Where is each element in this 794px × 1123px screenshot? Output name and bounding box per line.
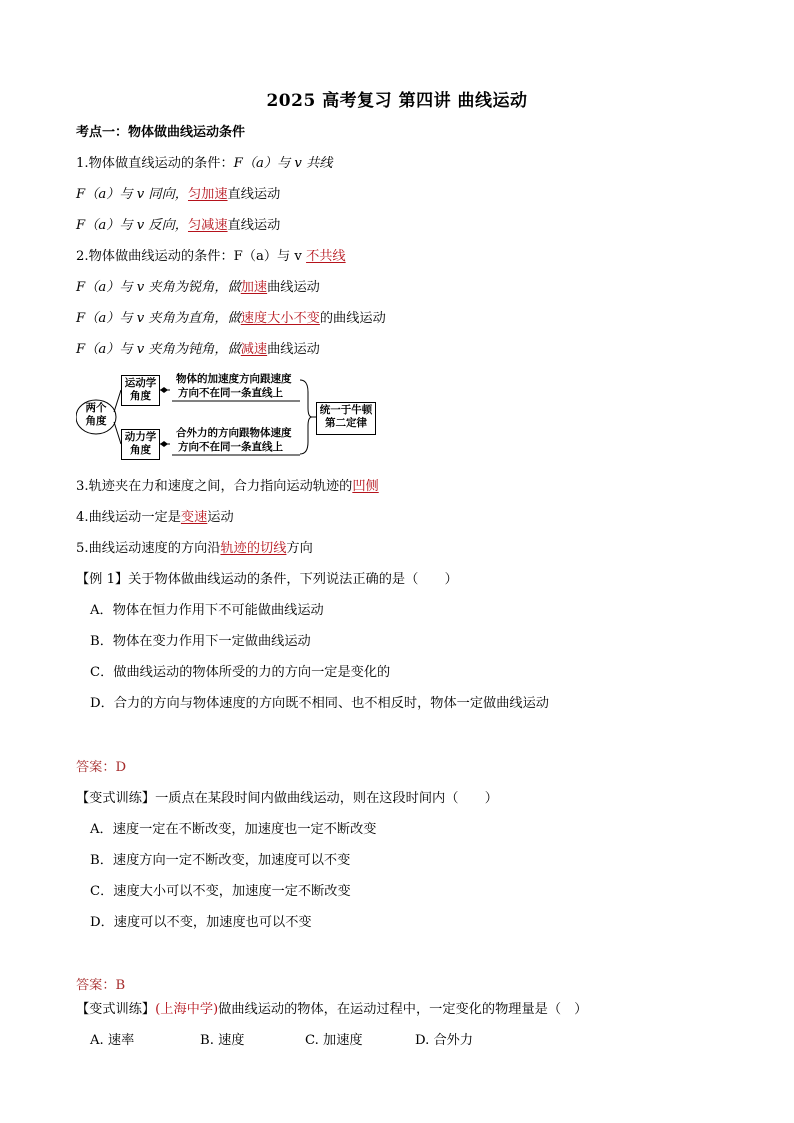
- diagram-kinematics-box: 运动学角度: [121, 375, 160, 406]
- condition-line-7-tail: 曲线运动: [267, 342, 320, 357]
- point-5-text: 5.曲线运动速度的方向沿: [76, 541, 221, 556]
- condition-line-7-text: F（a）与 v 夹角为钝角，做: [76, 342, 241, 357]
- condition-line-3-answer: 匀减速: [187, 218, 228, 233]
- condition-line-7: [76, 341, 320, 359]
- condition-line-4-text: 2.物体做曲线运动的条件：F（a）与 v: [76, 249, 307, 264]
- variant-2-source: (上海中学): [155, 1002, 219, 1017]
- point-4-text: 4.曲线运动一定是: [76, 510, 181, 525]
- condition-line-4-answer: 不共线: [306, 249, 346, 264]
- variant-1-option-a: A．速度一定在不断改变，加速度也一定不断改变: [90, 822, 377, 837]
- condition-line-5-tail: 曲线运动: [267, 280, 320, 295]
- variant-2-option-d: D. 合外力: [415, 1033, 474, 1048]
- diagram-bottom-text-2: 方向不在同一条直线上: [178, 441, 283, 453]
- variant-1-option-c: C．速度大小可以不变，加速度一定不断改变: [90, 884, 351, 899]
- variant-2-option-b: B. 速度: [200, 1033, 245, 1048]
- concept-diagram: [76, 372, 386, 464]
- diagram-top-text-1: 物体的加速度方向跟速度: [176, 373, 292, 385]
- condition-line-2-text: F（a）与 v 同向，: [76, 187, 188, 202]
- point-5-answer: 轨迹的切线: [220, 541, 287, 556]
- variant-1-option-d: D．速度可以不变，加速度也可以不变: [90, 915, 312, 930]
- variant-2-option-a: A. 速率: [90, 1033, 135, 1048]
- condition-line-3-tail: 直线运动: [227, 218, 281, 233]
- point-5-tail: 方向: [286, 541, 313, 556]
- section-heading: 考点一：物体做曲线运动条件: [76, 125, 246, 140]
- variant-1-stem: 【变式训练】一质点在某段时间内做曲线运动，则在这段时间内（ ）: [76, 791, 498, 806]
- condition-line-6-tail: 的曲线运动: [319, 311, 386, 326]
- condition-line-6-text: F（a）与 v 夹角为直角，做: [76, 311, 241, 326]
- condition-line-2-tail: 直线运动: [227, 187, 281, 202]
- condition-line-7-answer: 减速: [240, 342, 268, 357]
- variant-2-option-c: C. 加速度: [305, 1033, 363, 1048]
- diagram-bottom-text-1: 合外力的方向跟物体速度: [176, 427, 292, 439]
- example-1-option-b: B．物体在变力作用下一定做曲线运动: [90, 634, 311, 649]
- diagram-top-text-2: 方向不在同一条直线上: [178, 387, 283, 399]
- variant-1-answer: 答案：B: [76, 978, 126, 993]
- diagram-left-label: 两个角度: [85, 402, 107, 427]
- point-5: [76, 540, 313, 558]
- variant-2-question: 做曲线运动的物体，在运动过程中，一定变化的物理量是（ ）: [218, 1002, 588, 1017]
- condition-line-1: [76, 155, 332, 173]
- diagram-dynamics-box: 动力学角度: [121, 429, 160, 460]
- example-1-option-a: A．物体在恒力作用下不可能做曲线运动: [90, 603, 324, 618]
- variant-2-stem: [76, 1001, 587, 1019]
- condition-line-4: [76, 248, 346, 266]
- condition-line-3: [76, 217, 280, 235]
- condition-line-2: [76, 186, 280, 204]
- variant-2-label: 【变式训练】: [76, 1002, 156, 1017]
- point-4-answer: 变速: [180, 510, 208, 525]
- example-1-option-c: C．做曲线运动的物体所受的力的方向一定是变化的: [90, 665, 391, 680]
- example-1-stem: 【例 1】关于物体做曲线运动的条件，下列说法正确的是（ ）: [76, 572, 458, 587]
- point-3: [76, 478, 379, 496]
- point-3-answer: 凹侧: [352, 479, 379, 494]
- condition-line-5: [76, 279, 320, 297]
- condition-line-5-text: F（a）与 v 夹角为锐角，做: [76, 280, 241, 295]
- condition-line-6: [76, 310, 386, 328]
- condition-line-1-text: 1.物体做直线运动的条件：: [76, 156, 234, 171]
- condition-line-1-var: F（a）与 v 共线: [233, 156, 333, 171]
- condition-line-6-answer: 速度大小不变: [240, 311, 320, 326]
- example-1-answer: 答案：D: [76, 760, 127, 775]
- page-title: 2025 高考复习 第四讲 曲线运动: [266, 91, 528, 111]
- point-4: [76, 509, 234, 527]
- condition-line-5-answer: 加速: [240, 280, 268, 295]
- example-1-option-d: D．合力的方向与物体速度的方向既不相同、也不相反时，物体一定做曲线运动: [90, 696, 549, 711]
- point-3-text: 3.轨迹夹在力和速度之间，合力指向运动轨迹的: [76, 479, 353, 494]
- variant-1-option-b: B．速度方向一定不断改变，加速度可以不变: [90, 853, 351, 868]
- condition-line-3-text: F（a）与 v 反向，: [76, 218, 188, 233]
- condition-line-2-answer: 匀加速: [187, 187, 228, 202]
- diagram-newton-box: 统一于牛顿第二定律: [316, 402, 376, 435]
- point-4-tail: 运动: [207, 510, 234, 525]
